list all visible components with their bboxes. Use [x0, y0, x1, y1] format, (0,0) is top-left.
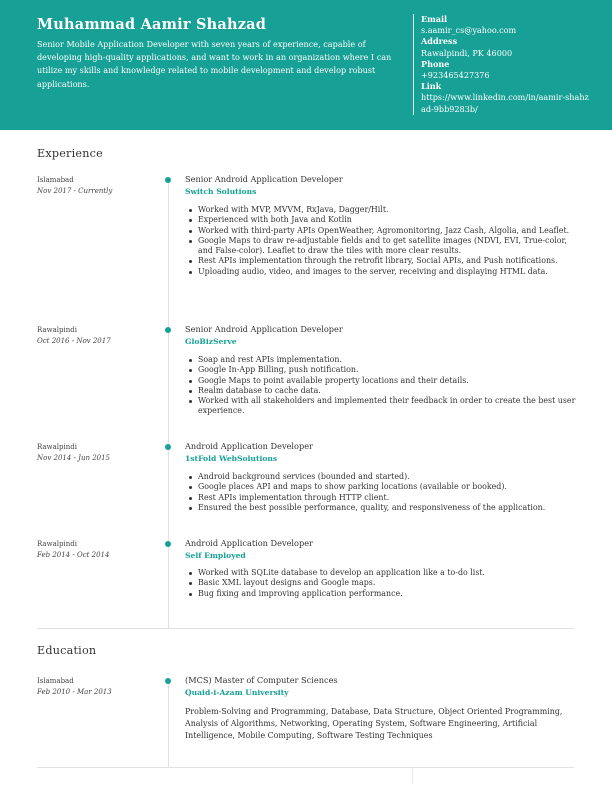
linkedin-link[interactable]: https://www.linkedin.com/in/aamir-shahzad-9bb9283b/: [421, 92, 589, 114]
education-timeline: [168, 679, 169, 767]
bullet-item: Worked with MVP, MVVM, RxJava, Dagger/Hilt.: [185, 205, 580, 215]
email-value[interactable]: s.aamir_cs@yahoo.com: [421, 25, 517, 36]
section-divider: [37, 767, 574, 768]
company-name: Self Employed: [185, 551, 246, 560]
course-list: Problem-Solving and Programming, Database, Data Structure, Object Oriented Programming, Analysis of Algorithms, Networking, Operating System, Software Engineering, Artificial Intelligence, Mobile Computing, Software Testing Techniques: [185, 707, 563, 741]
education-heading: Education: [37, 644, 97, 657]
job-bullets: [185, 472, 580, 513]
bullet-item: Worked with third-party APIs OpenWeather, Agromonitoring, Jazz Cash, Algolia, and Leaflet.: [185, 226, 580, 236]
job-bullets: [185, 568, 580, 599]
professional-summary: Senior Mobile Application Developer with seven years of experience, capable of developing high-quality applications, and want to work in an organization where I can utilize my skills and knowledge related to mobile development and develop robust applications.: [37, 39, 392, 89]
bullet-item: Rest APIs implementation through HTTP client.: [185, 493, 580, 503]
job-bullets: [185, 355, 580, 417]
bullet-item: Google Maps to point available property locations and their details.: [185, 376, 580, 386]
company-name: GloBizServe: [185, 337, 237, 346]
address-label: Address: [421, 36, 458, 47]
bullet-item: Google In-App Billing, push notification.: [185, 365, 580, 375]
job-title: Android Application Developer: [185, 441, 313, 451]
bullet-item: Google places API and maps to show parking locations (available or booked).: [185, 482, 580, 492]
job-dates: Feb 2014 - Oct 2014: [37, 551, 110, 559]
phone-value: +923465427376: [421, 70, 490, 81]
education-dates: Feb 2010 - Mar 2013: [37, 688, 112, 696]
timeline-dot-icon: [165, 327, 171, 333]
bullet-item: Ensured the best possible performance, quality, and responsiveness of the application.: [185, 503, 580, 513]
job-dates: Nov 2014 - Jun 2015: [37, 454, 111, 462]
resume-header: [0, 0, 612, 130]
experience-timeline: [168, 178, 169, 628]
company-name: Switch Solutions: [185, 187, 257, 196]
bullet-item: Worked with SQLite database to develop an application like a to-do list.: [185, 568, 580, 578]
bullet-item: Realm database to cache data.: [185, 386, 580, 396]
job-location: Rawalpindi: [37, 326, 77, 334]
job-location: Rawalpindi: [37, 443, 77, 451]
job-location: Rawalpindi: [37, 540, 77, 548]
bullet-item: Basic XML layout designs and Google maps.: [185, 578, 580, 588]
bullet-item: Experienced with both Java and Kotlin: [185, 215, 580, 225]
column-divider: [412, 768, 413, 784]
job-title: Senior Android Application Developer: [185, 174, 343, 184]
school-name: Quaid-i-Azam University: [185, 688, 289, 697]
job-location: Islamabad: [37, 176, 74, 184]
job-bullets: [185, 205, 580, 277]
phone-label: Phone: [421, 58, 450, 69]
bullet-item: Android background services (bounded and started).: [185, 472, 580, 482]
timeline-dot-icon: [165, 444, 171, 450]
contact-block: [413, 14, 593, 115]
bullet-item: Bug fixing and improving application performance.: [185, 589, 580, 599]
section-divider: [37, 628, 574, 629]
school-location: Islamabad: [37, 677, 74, 685]
job-title: Senior Android Application Developer: [185, 324, 343, 334]
link-label: Link: [421, 81, 442, 92]
timeline-dot-icon: [165, 177, 171, 183]
candidate-name: Muhammad Aamir Shahzad: [37, 16, 267, 33]
company-name: 1stFold WebSolutions: [185, 454, 278, 463]
bullet-item: Worked with all stakeholders and implemented their feedback in order to create the best user experience.: [185, 396, 580, 417]
address-value: Rawalpindi, PK 46000: [421, 47, 513, 58]
timeline-dot-icon: [165, 541, 171, 547]
bullet-item: Rest APIs implementation through the retrofit library, Social APIs, and Push notifications.: [185, 256, 580, 266]
experience-heading: Experience: [37, 147, 103, 160]
timeline-dot-icon: [165, 678, 171, 684]
bullet-item: Uploading audio, video, and images to the server, receiving and displaying HTML data.: [185, 267, 580, 277]
bullet-item: Google Maps to draw re-adjustable fields and to get satellite images (NDVI, EVI, True-color, and False-color). Leaflet to draw the tiles with more clear results.: [185, 236, 580, 257]
job-dates: Nov 2017 - Currently: [37, 187, 113, 195]
bullet-item: Soap and rest APIs implementation.: [185, 355, 580, 365]
job-dates: Oct 2016 - Nov 2017: [37, 337, 111, 345]
degree-title: (MCS) Master of Computer Sciences: [185, 675, 338, 685]
job-title: Android Application Developer: [185, 538, 313, 548]
email-label: Email: [421, 14, 448, 24]
